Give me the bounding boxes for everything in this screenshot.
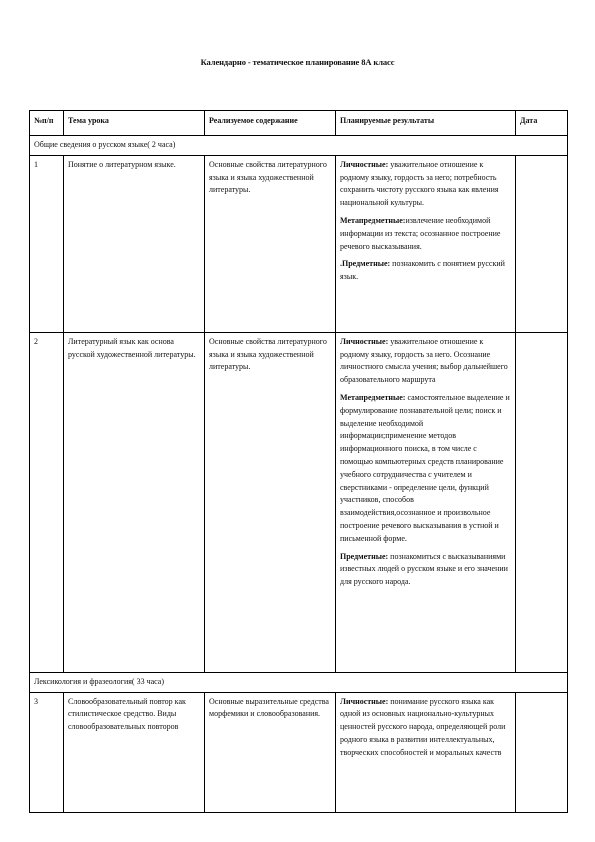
header-date: Дата — [516, 111, 568, 136]
result-personal — [340, 159, 511, 210]
row-results — [336, 692, 516, 812]
result-text: познакомить с понятием русский язык. — [340, 259, 505, 282]
row-number: 1 — [30, 155, 64, 332]
result-subject — [340, 258, 511, 284]
result-text: уважительное отношение к родному языку, гордость за него; потребность сохранить чистоту русского языка как явления национальной культуры. — [340, 159, 499, 208]
result-text: самостоятельное выделение и формулирование познавательной цели; поиск и выделение необходимой информации;применение методов информационного поиска, в том числе с помощью компьютерных средств планирование учебного сотрудничества с учителем и сверстниками - определение цели, функций участников, способов взаимодействия,осознанное и произвольное построение речевого высказывания в устной и письменной форме. — [340, 392, 510, 543]
document-title: Календарно - тематическое планирование 8А класс — [200, 57, 395, 67]
planning-table — [29, 110, 568, 813]
result-subject — [340, 551, 511, 589]
result-personal — [340, 336, 511, 387]
header-number: №п/п — [30, 111, 64, 136]
row-number: 3 — [30, 692, 64, 812]
result-label: .Предметные: — [340, 259, 391, 269]
result-text: извлечение необходимой информации из текста; осознанное построение речевого высказывания. — [340, 215, 501, 251]
result-label: Личностные: — [340, 336, 389, 346]
result-meta — [340, 215, 511, 253]
result-label: Личностные: — [340, 696, 389, 706]
row-content: Основные выразительные средства морфемики и словообразования. — [205, 692, 336, 812]
section-row — [30, 136, 568, 156]
row-topic: Литературный язык как основа русской художественной литературы. — [64, 332, 205, 672]
result-text: уважительное отношение к родному языку, гордость за него. Осознание личностного смысла учения; выбор дальнейшего образовательного маршрута — [340, 336, 508, 385]
header-content: Реализуемое содержание — [205, 111, 336, 136]
result-label: Метапредметные: — [340, 215, 406, 225]
row-content: Основные свойства литературного языка и языка художественной литературы. — [205, 155, 336, 332]
result-text: понимание русского языка как одной из основных национально-культурных ценностей русского народа, определяющей роли родного языка в развитии интеллектуальных, творческих способностей и моральных качеств — [340, 696, 506, 757]
table-header-row — [30, 111, 568, 136]
row-topic: Понятие о литературном языке. — [64, 155, 205, 332]
table-row — [30, 332, 568, 672]
table-row — [30, 155, 568, 332]
row-content: Основные свойства литературного языка и языка художественной литературы. — [205, 332, 336, 672]
section-title: Общие сведения о русском языке( 2 часа) — [30, 136, 568, 156]
section-title: Лексикология и фразеология( 33 часа) — [30, 672, 568, 692]
table-row — [30, 692, 568, 812]
result-label: Личностные: — [340, 159, 389, 169]
header-results: Планируемые результаты — [336, 111, 516, 136]
row-date — [516, 332, 568, 672]
row-topic: Словообразовательный повтор как стилистическое средство. Виды словообразовательных повторов — [64, 692, 205, 812]
result-text: познакомиться с высказываниями известных людей о русском языке и его значении для русского народа. — [340, 551, 508, 587]
result-label: Предметные: — [340, 551, 389, 561]
result-meta — [340, 392, 511, 546]
header-topic: Тема урока — [64, 111, 205, 136]
row-results — [336, 155, 516, 332]
row-number: 2 — [30, 332, 64, 672]
result-personal — [340, 696, 511, 760]
row-results — [336, 332, 516, 672]
section-row — [30, 672, 568, 692]
row-date — [516, 155, 568, 332]
result-label: Метапредметные: — [340, 392, 406, 402]
row-date — [516, 692, 568, 812]
